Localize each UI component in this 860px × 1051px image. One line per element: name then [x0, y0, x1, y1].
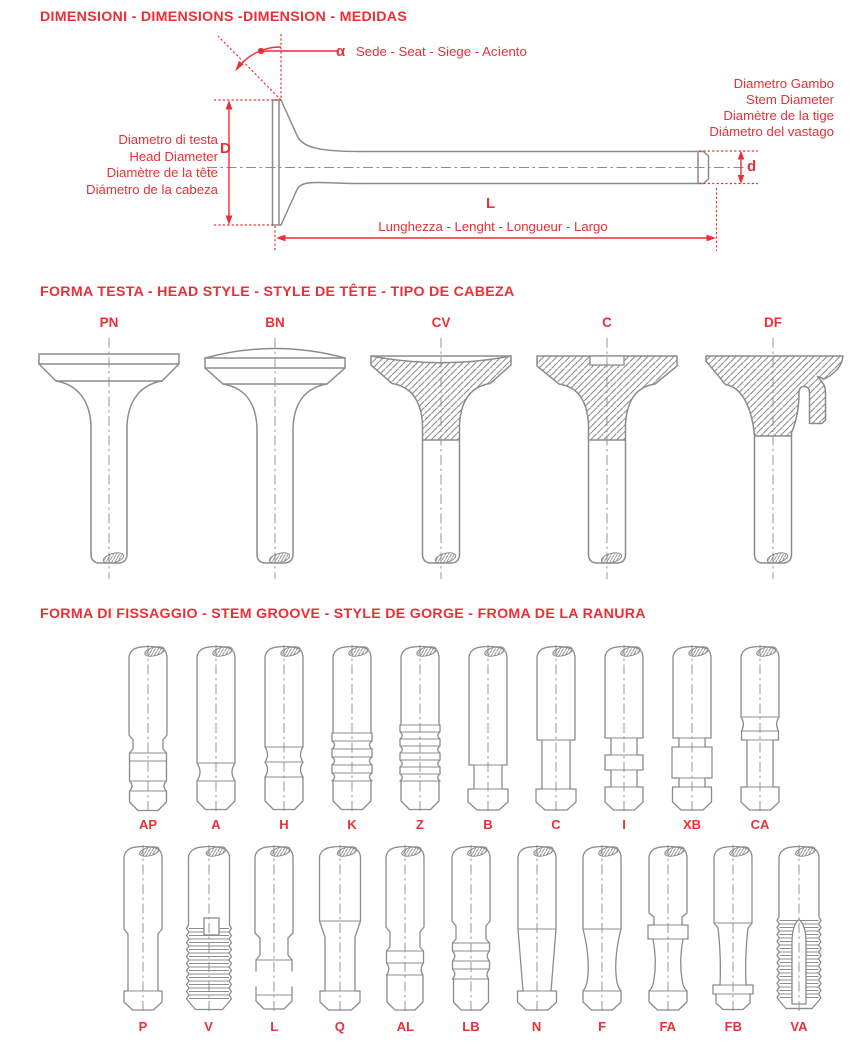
head-style-label: CV [431, 315, 451, 330]
stem-label: N [531, 1019, 542, 1034]
valve-head-face [273, 100, 282, 225]
stem-label: LB [462, 1019, 480, 1034]
stem-style-b [464, 645, 512, 813]
head-diameter-line: Diamètre de la tête [106, 165, 218, 180]
stem-drawing-fa [644, 845, 692, 1013]
stem-drawing-p [119, 845, 167, 1013]
stem-style-ca [736, 645, 784, 813]
stem-style-k [328, 645, 376, 813]
head-style-pn [26, 315, 192, 581]
head-diameter-line: Diámetro de la cabeza [86, 181, 218, 197]
stem-style-a [192, 645, 240, 813]
valve-fillet [298, 137, 361, 189]
stem-label: F [598, 1019, 607, 1034]
stem-label: P [138, 1019, 148, 1034]
stem-groove-row-2 [119, 845, 823, 1034]
stem-style-i [600, 645, 648, 813]
length-label: Lunghezza - Lenght - Longueur - Largo [378, 219, 608, 234]
stem-label: XB [682, 817, 702, 832]
stem-style-ap [124, 645, 172, 813]
stem-label: K [347, 817, 357, 832]
dimensions-title: DIMENSIONI - DIMENSIONS -DIMENSION - MEDIDAS [40, 9, 408, 25]
stem-style-c [532, 645, 580, 813]
alpha-symbol: α [336, 43, 346, 60]
stem-label: A [211, 817, 221, 832]
head-style-label: BN [265, 315, 285, 330]
stem-label: AP [138, 817, 158, 832]
stem-drawing-v [185, 845, 233, 1013]
stem-drawing-b [464, 645, 512, 813]
head-style-row [26, 315, 856, 581]
stem-label: CA [750, 817, 770, 832]
stem-label: H [279, 817, 289, 832]
head-style-label: DF [764, 315, 782, 330]
head-diameter-line: Head Diameter [129, 148, 218, 164]
stem-style-q [316, 845, 364, 1034]
stem-drawing-va [775, 845, 823, 1013]
stem-style-l [250, 845, 298, 1034]
seat-label: Sede - Seat - Siege - Acìento [356, 44, 527, 59]
stem-style-h [260, 645, 308, 813]
head-drawing-c [532, 336, 682, 581]
stem-label: FB [724, 1019, 743, 1034]
stem-label: VA [790, 1019, 808, 1034]
stem-drawing-k [328, 645, 376, 813]
stem-label: Q [334, 1019, 345, 1034]
head-style-cv [358, 315, 524, 581]
stem-label: B [483, 817, 493, 832]
stem-diameter-line: Diámetro del vastago [709, 124, 834, 139]
stem-drawing-lb [447, 845, 495, 1013]
head-style-bn [192, 315, 358, 581]
stem-style-lb [447, 845, 495, 1034]
D-arrow-down [226, 216, 233, 226]
stem-label: AL [396, 1019, 415, 1034]
stem-label: Z [416, 817, 424, 832]
stem-groove-row-1 [124, 645, 784, 813]
stem-label: FA [659, 1019, 677, 1034]
head-style-label: PN [99, 315, 119, 330]
head-style-c [524, 315, 690, 581]
stem-diameter-line: Diamètre de la tige [723, 108, 834, 123]
stem-drawing-a [192, 645, 240, 813]
stem-style-v [185, 845, 233, 1034]
stem-diameter-label [634, 76, 834, 140]
stem-style-fa [644, 845, 692, 1034]
stem-groove-row-1-labels [124, 817, 784, 832]
head-style-title: FORMA TESTA - HEAD STYLE - STYLE DE TÊTE - TIPO DE CABEZA [40, 284, 515, 300]
head-drawing-pn [34, 336, 184, 581]
stem-diameter-line: Stem Diameter [746, 92, 834, 107]
head-diameter-label [40, 132, 218, 198]
d-arrow-up [738, 151, 745, 160]
stem-label: I [622, 817, 626, 832]
D-arrow-up [226, 100, 233, 110]
stem-drawing-al [381, 845, 429, 1013]
stem-style-xb [668, 645, 716, 813]
stem-drawing-c [532, 645, 580, 813]
stem-style-n [513, 845, 561, 1034]
head-style-label: C [602, 315, 612, 330]
head-style-df [690, 315, 856, 581]
stem-style-z [396, 645, 444, 813]
D-symbol: D [220, 140, 231, 157]
head-drawing-bn [200, 336, 350, 581]
stem-style-f [578, 845, 626, 1034]
stem-style-p [119, 845, 167, 1034]
stem-diameter-line: Diametro Gambo [733, 76, 834, 91]
stem-style-fb [709, 845, 757, 1034]
L-arrow-left [276, 235, 286, 242]
L-arrow-right [707, 235, 717, 242]
stem-label: V [204, 1019, 213, 1034]
stem-drawing-ca [736, 645, 784, 813]
stem-style-al [381, 845, 429, 1034]
d-arrow-down [738, 175, 745, 184]
head-diameter-line: Diametro di testa [118, 132, 218, 147]
stem-style-va [775, 845, 823, 1034]
valve-seat-bevel [281, 100, 298, 225]
stem-groove-title: FORMA DI FISSAGGIO - STEM GROOVE - STYLE DE GORGE - FROMA DE LA RANURA [40, 606, 646, 622]
stem-label: C [551, 817, 561, 832]
stem-drawing-q [316, 845, 364, 1013]
head-drawing-cv [366, 336, 516, 581]
stem-drawing-h [260, 645, 308, 813]
stem-drawing-z [396, 645, 444, 813]
stem-drawing-n [513, 845, 561, 1013]
stem-drawing-f [578, 845, 626, 1013]
stem-label: L [270, 1019, 279, 1034]
stem-drawing-i [600, 645, 648, 813]
d-symbol: d [747, 158, 757, 175]
stem-drawing-xb [668, 645, 716, 813]
head-drawing-df [698, 336, 848, 581]
stem-drawing-ap [124, 645, 172, 813]
L-symbol: L [486, 195, 496, 212]
stem-drawing-fb [709, 845, 757, 1013]
stem-drawing-l [250, 845, 298, 1013]
